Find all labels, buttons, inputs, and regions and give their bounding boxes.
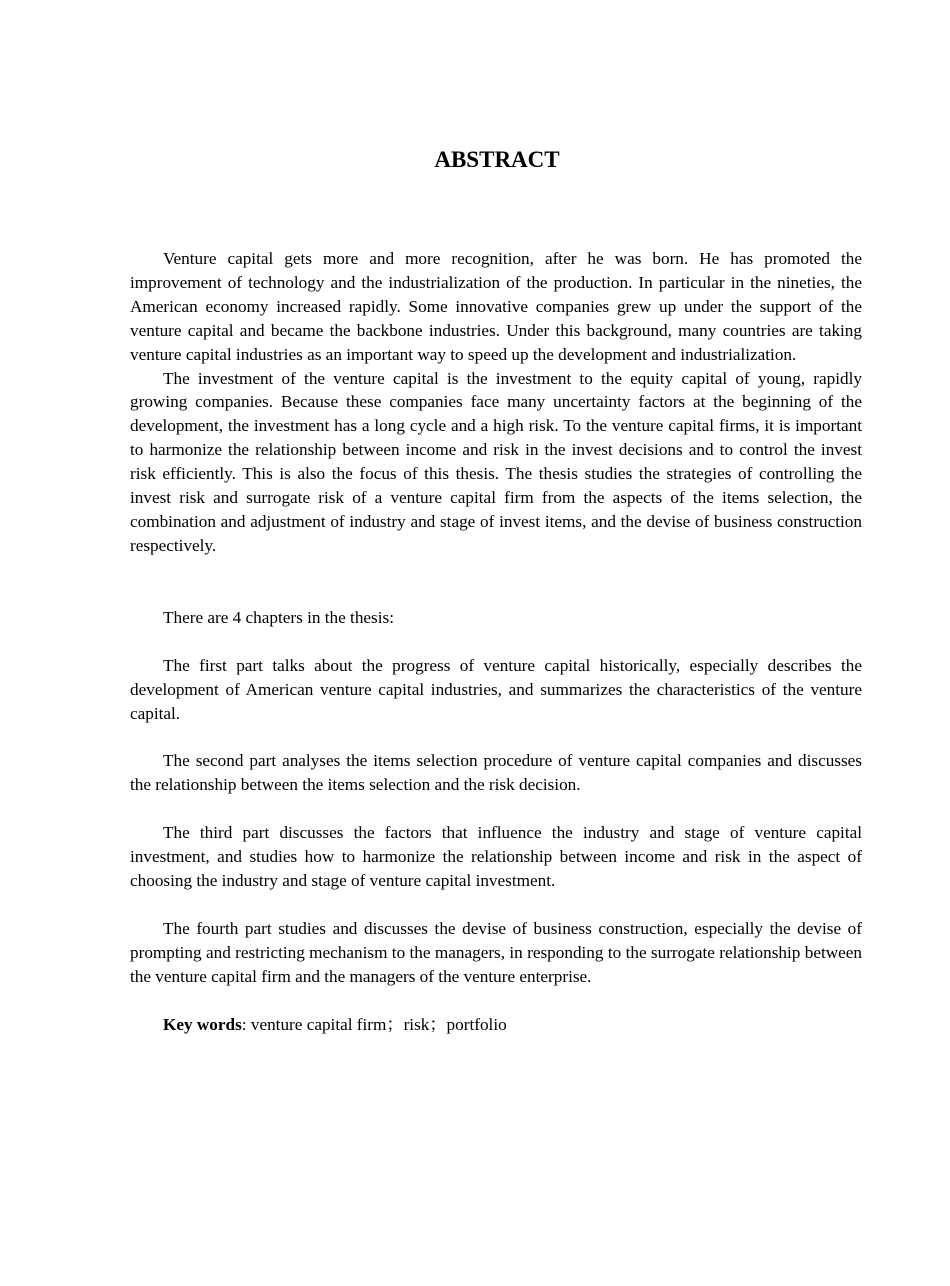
spacer (130, 558, 862, 606)
spacer (130, 725, 862, 749)
keywords-label: Key words (163, 1014, 242, 1034)
paragraph-part-one: The first part talks about the progress of venture capital historically, especially describes the development of American venture capital industries, and summarizes the characteristics of the venture capital. (130, 655, 862, 723)
paragraph-investment: The investment of the venture capital is the investment to the equity capital of young, rapidly growing companies. Because these companies face many uncertainty factors at the beginning of the development, the investment has a long cycle and a high risk. To the venture capital firms, it is important to harmonize the relationship between income and risk in the invest decisions and to control the invest risk efficiently. This is also the focus of this thesis. The thesis studies the strategies of controlling the invest risk and surrogate risk of a venture capital firm from the aspects of the items selection, the combination and adjustment of industry and stage of invest items, and the devise of business construction respectively. (130, 368, 862, 555)
paragraph-intro: Venture capital gets more and more recognition, after he was born. He has promoted the improvement of technology and the industrialization of the production. In particular in the nineties, the American economy increased rapidly. Some innovative companies grew up under the support of the venture capital and became the backbone industries. Under this background, many countries are taking venture capital industries as an important way to speed up the development and industrialization. (130, 249, 862, 364)
abstract-body (130, 247, 862, 1037)
keywords-line (130, 1013, 862, 1037)
paragraph-chapters-intro: There are 4 chapters in the thesis: (163, 607, 394, 627)
spacer (130, 630, 862, 654)
spacer (130, 893, 862, 917)
abstract-title: ABSTRACT (434, 147, 560, 172)
spacer (130, 989, 862, 1013)
paragraph-part-three: The third part discusses the factors that influence the industry and stage of venture capital investment, and studies how to harmonize the relationship between income and risk in the aspect of choosing the industry and stage of venture capital investment. (130, 823, 862, 891)
paragraph-part-two: The second part analyses the items selection procedure of venture capital companies and discusses the relationship between the items selection and the risk decision. (130, 751, 862, 795)
keywords-text: : venture capital firm；risk；portfolio (241, 1014, 507, 1034)
paragraph-part-four: The fourth part studies and discusses the devise of business construction, especially the devise of prompting and restricting mechanism to the managers, in responding to the surrogate relationship between the venture capital firm and the managers of the venture enterprise. (130, 918, 862, 986)
spacer (130, 797, 862, 821)
